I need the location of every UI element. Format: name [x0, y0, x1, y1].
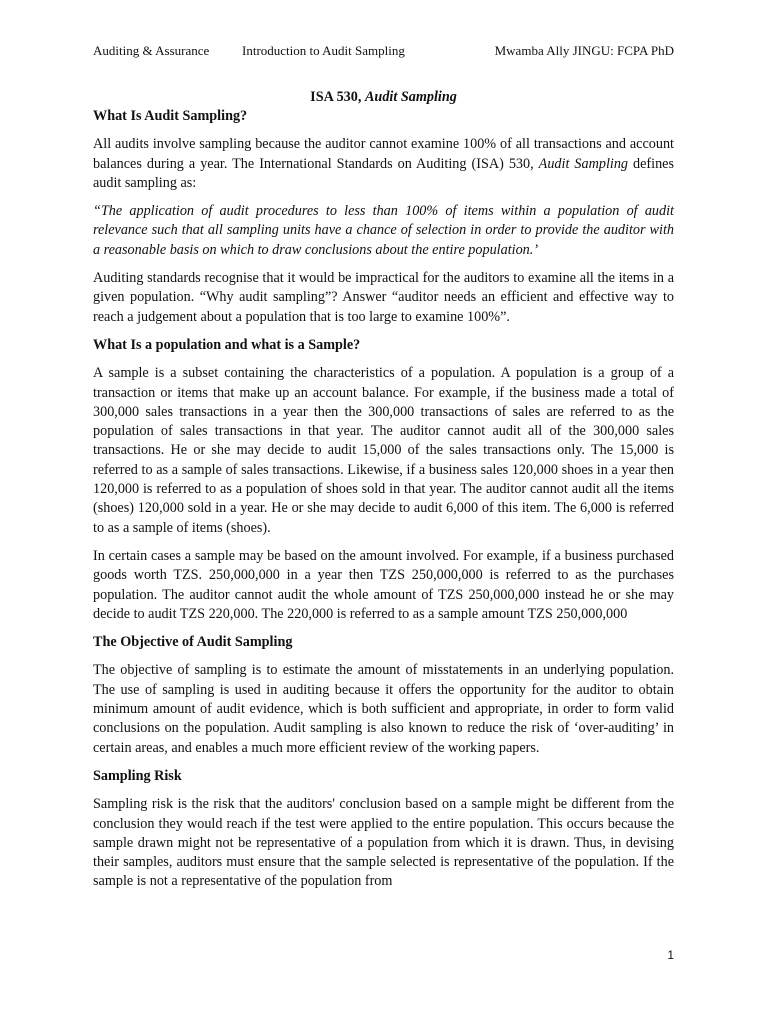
document-title: [93, 88, 674, 107]
document-body: [93, 88, 674, 901]
paragraph-objective: The objective of sampling is to estimate the amount of misstatements in an underlying population. The use of sampling is used in auditing because it offers the opportunity for the auditor to obtain minimum amount of audit evidence, which is both sufficient and appropriate, in order to form valid conclusions on the population. Audit sampling is also known to reduce the risk of ‘over-auditing’ in certain areas, and enables a much more efficient review of the working papers.: [93, 662, 674, 756]
header-topic: Introduction to Audit Sampling: [242, 43, 405, 58]
page-number: 1: [667, 948, 674, 962]
page-header: [93, 43, 674, 61]
heading-objective-of-audit-sampling: The Objective of Audit Sampling: [93, 634, 293, 651]
paragraph-population-definition: A sample is a subset containing the characteristics of a population. A population is a group of a transaction or items that make up an account balance. For example, if the business made a total of 300,000 sales transactions in a year then the 300,000 transactions of sales are referred to as the population of sales transactions in that year. The auditor cannot audit all of the 300,000 sales transactions. He or she may decide to audit 15,000 of the sales transactions only. The 15,000 is referred to as a sample of sales transactions. Likewise, if a business sales 120,000 shoes in a year then 120,000 is referred to as a population of shoes sold in that year. The auditor cannot audit all the items (shoes) 120,000 sold in a year. He or she may decide to audit 6,000 of this item. The 6,000 is referred to as a sample of items (shoes).: [93, 365, 674, 536]
paragraph-why-audit-sampling: Auditing standards recognise that it would be impractical for the auditors to examine all the items in a given population. “Why audit sampling”? Answer “auditor needs an efficient and effective way to reach a judgement about a population that is too large to examine 100%”.: [93, 270, 674, 325]
heading-what-is-audit-sampling: What Is Audit Sampling?: [93, 108, 248, 124]
paragraph-amount-based-sample: In certain cases a sample may be based on the amount involved. For example, if a business purchased goods worth TZS. 250,000,000 in a year then TZS 250,000,000 is referred to as the purchases population. The auditor cannot audit the whole amount of TZS 250,000,000 instead he or she may decide to audit TZS 220,000. The 220,000 is referred to as a sample amount TZS 250,000,000: [93, 547, 674, 622]
intro-text-start: All audits involve sampling because the auditor cannot examine 100% of all transactions and account balances during a year. The International Standards on Auditing (ISA) 530,: [93, 136, 674, 172]
intro-text-italic: Audit Sampling: [538, 155, 629, 172]
intro-text-end: defines audit sampling as:: [93, 155, 675, 191]
heading-population-and-sample: What Is a population and what is a Sample?: [93, 336, 361, 353]
title-italic: Audit Sampling: [364, 89, 457, 105]
paragraph-intro: [93, 135, 674, 193]
header-course: Auditing & Assurance: [93, 43, 210, 58]
header-author: Mwamba Ally JINGU: FCPA PhD: [494, 43, 674, 58]
paragraph-sampling-risk: Sampling risk is the risk that the auditors' conclusion based on a sample might be different from the conclusion they would reach if the test were applied to the entire population. This occurs because the sample drawn might not be representative of a population from which it is drawn. Thus, in devising their samples, auditors must ensure that the sample selected is representative of the population. If the sample is not a representative of the population from: [93, 796, 674, 890]
paragraph-isa-definition-quote: “The application of audit procedures to less than 100% of items within a population of audit relevance such that all sampling units have a chance of selection in order to provide the auditor with a reasonable basis on which to draw conclusions about the entire population.’: [93, 203, 674, 258]
heading-sampling-risk: Sampling Risk: [93, 767, 182, 784]
title-prefix: ISA 530,: [310, 89, 362, 105]
